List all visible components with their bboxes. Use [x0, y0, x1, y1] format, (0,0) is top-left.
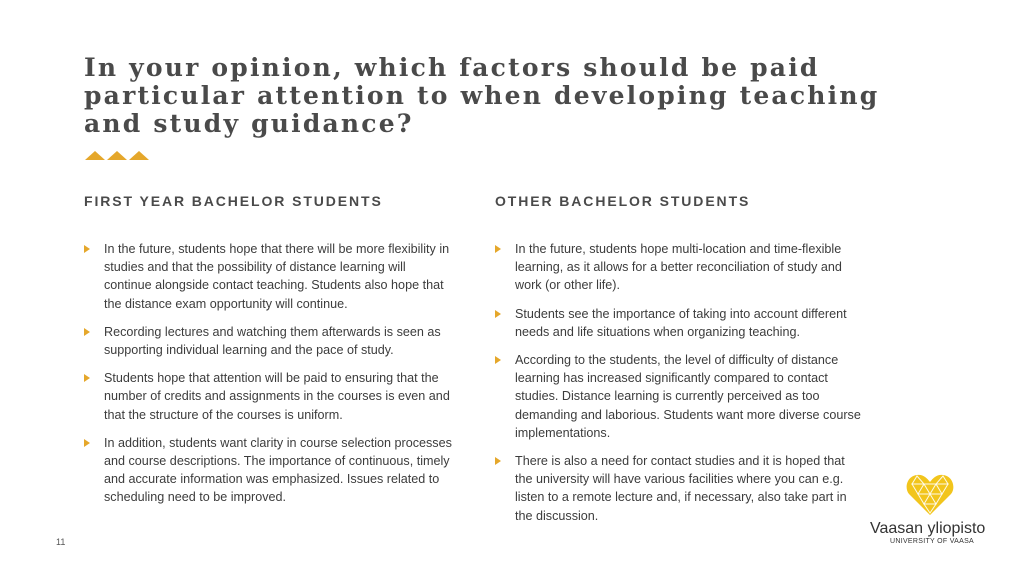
column-other-bachelor — [495, 193, 865, 535]
list-item: In the future, students hope multi-location and time-flexible learning, as it allows for a better reconciliation of study and work (or other life). — [495, 240, 865, 295]
list-item: Students see the importance of taking into account different needs and life situations when organizing teaching. — [495, 305, 865, 341]
bullet-list — [84, 240, 454, 507]
decorative-triangles — [85, 151, 149, 160]
bullet-list — [495, 240, 865, 525]
heart-logo-icon — [906, 472, 954, 516]
page-number: 11 — [56, 537, 66, 547]
triangle-icon — [85, 151, 105, 160]
list-item: Recording lectures and watching them afterwards is seen as supporting individual learning and the pace of study. — [84, 323, 454, 359]
list-item: In addition, students want clarity in course selection processes and course descriptions. The importance of continuous, timely and accurate information was emphasized. Issues related to scheduling need to be improved. — [84, 434, 454, 507]
column-heading: FIRST YEAR BACHELOR STUDENTS — [84, 193, 383, 209]
column-heading: OTHER BACHELOR STUDENTS — [495, 193, 751, 209]
university-logo — [870, 472, 1000, 545]
column-first-year — [84, 193, 454, 517]
triangle-icon — [129, 151, 149, 160]
list-item: Students hope that attention will be paid to ensuring that the number of credits and assignments in the courses is even and that the structure of the courses is uniform. — [84, 369, 454, 424]
list-item: According to the students, the level of difficulty of distance learning has increased significantly compared to contact studies. Distance learning is currently perceived as too demanding and laborious. Students want more diverse course implementations. — [495, 351, 865, 442]
logo-name: Vaasan yliopisto — [870, 520, 986, 537]
list-item: In the future, students hope that there will be more flexibility in studies and that the possibility of distance learning will continue alongside contact teaching. Students also hope that the distance exam opportunity will continue. — [84, 240, 454, 313]
list-item: There is also a need for contact studies and it is hoped that the university will have various facilities where you can e.g. listen to a remote lecture and, if necessary, also take part in the discussion. — [495, 452, 865, 525]
page-title: In your opinion, which factors should be paid particular attention to when developing teaching and study guidance? — [84, 53, 880, 138]
triangle-icon — [107, 151, 127, 160]
logo-subtitle: UNIVERSITY OF VAASA — [890, 538, 975, 545]
